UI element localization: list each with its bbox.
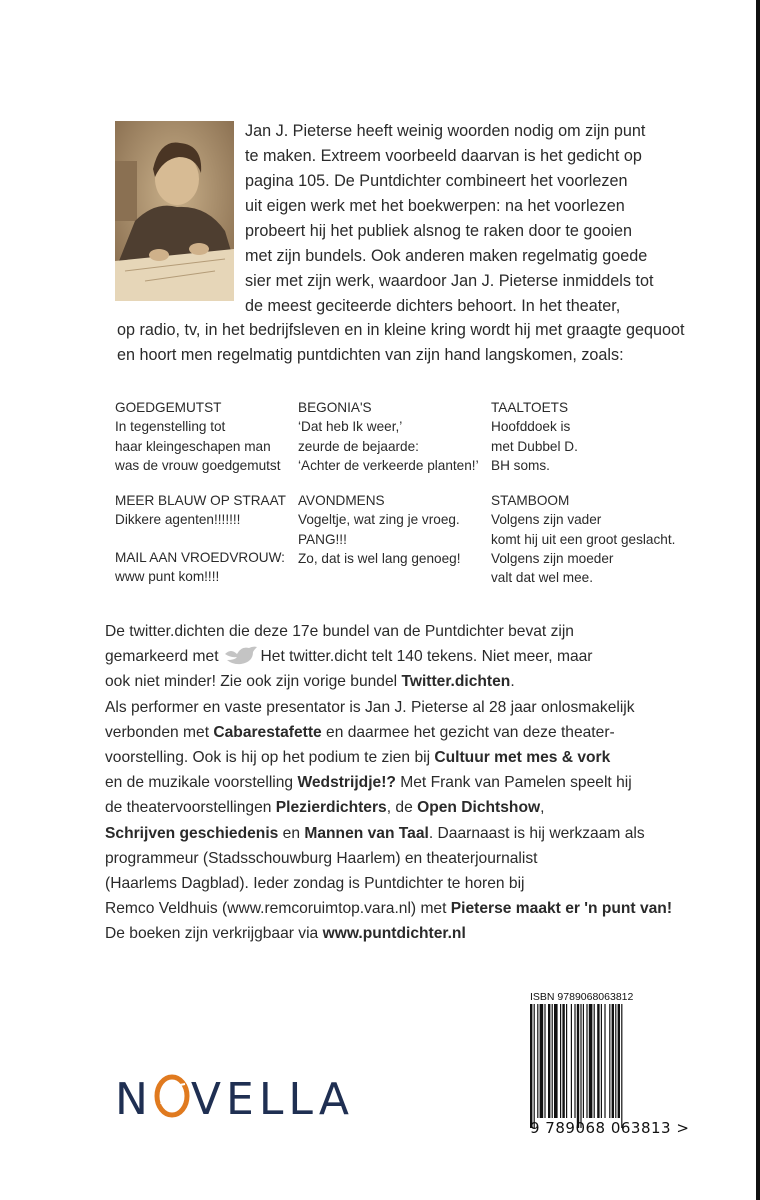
logo-o-icon [153, 1074, 191, 1129]
bio-line [105, 896, 695, 921]
intro-line: met zijn bundels. Ook anderen maken regelmatig goede [245, 247, 648, 265]
bio-text-span: en daarmee het gezicht van deze theater- [321, 723, 615, 741]
bio-line [105, 720, 695, 745]
barcode-bar [594, 1004, 595, 1118]
bio-line [105, 669, 695, 694]
poem-line: www punt kom!!!! [115, 569, 220, 585]
intro-line: pagina 105. De Puntdichter combineert het voorlezen [245, 172, 628, 190]
twitter-bird-icon [223, 644, 259, 666]
bio-text-span: en [278, 824, 305, 842]
poem-title: STAMBOOM [491, 493, 570, 508]
bio-text-span: gemarkeerd met [105, 648, 219, 666]
bio-title-bold: Open Dichtshow [417, 799, 541, 817]
poem-title: GOEDGEMUTST [115, 400, 222, 415]
poem-title: TAALTOETS [491, 400, 569, 415]
bio-title-bold: Pieterse maakt er 'n punt van! [450, 900, 673, 918]
bio-text-span: ook niet minder! Zie ook zijn vorige bundel [105, 673, 402, 691]
isbn-label: ISBN 9789068063812 [530, 991, 634, 1003]
poem-line: was de vrouw goedgemutst [115, 457, 281, 473]
barcode-bar [562, 1004, 564, 1118]
intro-line: Jan J. Pieterse heeft weinig woorden nodig om zijn punt [245, 122, 646, 140]
bio-line [105, 795, 695, 820]
bio-line [105, 695, 695, 720]
poem-goedgemutst [115, 398, 280, 475]
poem-line: BH soms. [491, 457, 550, 473]
intro-line: te maken. Extreem voorbeeld daarvan is het gedicht op [245, 147, 642, 165]
poem-avondmens [298, 491, 460, 568]
bio-title-bold: Wedstrijdje!? [297, 774, 396, 792]
poem-line: valt dat wel mee. [491, 570, 593, 586]
intro-line: de meest geciteerde dichters behoort. In het theater, [245, 297, 621, 315]
publisher-logo [115, 1074, 354, 1126]
barcode-bar [589, 1004, 593, 1118]
bio-text-span: Remco Veldhuis (www.remcoruimtop.vara.nl) met [105, 900, 451, 918]
bio-text-span: De twitter.dichten die deze 17e bundel van de Puntdichter bevat zijn [105, 623, 574, 640]
barcode-bar [540, 1004, 544, 1118]
bio-text-span: , de [386, 799, 418, 817]
barcode-bar [574, 1004, 575, 1118]
isbn-barcode [530, 991, 690, 1141]
bio-text-span: Het twitter.dicht telt 140 tekens. Niet meer, maar [260, 648, 593, 666]
bio-text-span: De boeken zijn verkrijgbaar via [105, 925, 323, 943]
bio-text-span: de theatervoorstellingen [105, 799, 276, 817]
spine-edge [756, 0, 760, 1200]
poem-title: MEER BLAUW OP STRAAT [115, 493, 286, 508]
intro-line: uit eigen werk met het boekwerpen: na het voorlezen [245, 197, 625, 215]
isbn-digits: 9 789068 063813 > [530, 1119, 690, 1137]
barcode-bar [604, 1004, 605, 1118]
poem-line: Zo, dat is wel lang genoeg! [298, 550, 461, 566]
poem-mail-vroedvrouw [115, 548, 285, 587]
bio-title-bold: Cultuur met mes & vork [434, 748, 611, 766]
barcode-bar [566, 1004, 567, 1118]
poem-title: BEGONIA'S [298, 400, 372, 415]
poem-line: Hoofddoek is [491, 419, 571, 435]
poem-line: Vogeltje, wat zing je vroeg. [298, 512, 460, 528]
bio-text-span: . Daarnaast is hij werkzaam als [428, 824, 645, 842]
poem-line: Volgens zijn moeder [491, 550, 614, 566]
bio-line [105, 846, 695, 871]
bio-text-span: voorstelling. Ook is hij op het podium te zien bij [105, 748, 435, 766]
poem-line: met Dubbel D. [491, 438, 578, 454]
barcode-bar [554, 1004, 558, 1118]
bio-line [105, 619, 695, 644]
barcode-bar [552, 1004, 553, 1118]
intro-line: op radio, tv, in het bedrijfsleven en in kleine kring wordt hij met graagte gequoot [117, 321, 685, 339]
logo-text-post: VELLA [190, 1074, 354, 1125]
bio-text-span: verbonden met [105, 723, 214, 741]
poem-stamboom [491, 491, 675, 587]
bio-line [105, 871, 695, 896]
barcode-bar [621, 1004, 622, 1128]
bio-text-span: , [540, 799, 545, 817]
bio-text-span: Als performer en vaste presentator is Jan J. Pieterse al 28 jaar onlosmakelijk [105, 698, 635, 716]
author-photo [115, 121, 234, 301]
poem-line: zeurde de bejaarde: [298, 438, 419, 454]
poem-title: MAIL AAN VROEDVROUW: [115, 550, 285, 565]
poem-line: In tegenstelling tot [115, 419, 226, 435]
bio-title-bold: Cabarestafette [213, 723, 322, 741]
poem-line: PANG!!! [298, 531, 347, 547]
bio-line [105, 921, 695, 946]
bio-line [105, 821, 695, 846]
barcode-bars [530, 1004, 660, 1128]
bio-text [105, 619, 695, 946]
poem-line: ‘Dat heb Ik weer,’ [298, 419, 403, 435]
poem-begonias [298, 398, 479, 475]
poem-line: Volgens zijn vader [491, 512, 602, 528]
barcode-bar [615, 1004, 616, 1118]
barcode-bar [612, 1004, 614, 1118]
poem-taaltoets [491, 398, 578, 475]
bio-text-span: en de muzikale voorstelling [105, 774, 298, 792]
poem-line: haar kleingeschapen man [115, 438, 271, 454]
bio-text-span: Met Frank van Pamelen speelt hij [395, 774, 632, 792]
barcode-bar [577, 1004, 579, 1128]
barcode-bar [530, 1004, 532, 1128]
poem-line: komt hij uit een groot geslacht. [491, 531, 676, 547]
website-link[interactable]: www.puntdichter.nl [322, 925, 466, 943]
bio-text-span: . [510, 673, 515, 691]
poem-line: ‘Achter de verkeerde planten!’ [298, 457, 479, 473]
bio-text-span: (Haarlems Dagblad). Ieder zondag is Puntdichter te horen bij [105, 874, 525, 892]
intro-line: probeert hij het publiek alsnog te raken door te gooien [245, 222, 632, 240]
barcode-bar [618, 1004, 620, 1118]
logo-text-pre: N [115, 1074, 153, 1125]
barcode-bar [597, 1004, 599, 1118]
barcode-bar [534, 1004, 535, 1128]
poem-meer-blauw [115, 491, 286, 530]
barcode-bar [601, 1004, 602, 1118]
barcode-bar [609, 1004, 610, 1118]
poem-line: Dikkere agenten!!!!!!! [115, 512, 241, 528]
bio-line [105, 644, 695, 669]
intro-line: en hoort men regelmatig puntdichten van zijn hand langskomen, zoals: [117, 346, 624, 364]
barcode-bar [571, 1004, 572, 1118]
barcode-bar [583, 1004, 584, 1118]
barcode-bar [580, 1004, 581, 1128]
barcode-bar [544, 1004, 545, 1118]
barcode-bar [560, 1004, 561, 1118]
barcode-bar [586, 1004, 587, 1118]
bio-line [105, 770, 695, 795]
barcode-bar [537, 1004, 538, 1118]
poem-title: AVONDMENS [298, 493, 385, 508]
bio-title-bold: Twitter.dichten [401, 673, 511, 691]
bio-title-bold: Schrijven geschiedenis [105, 824, 279, 842]
bio-text-span: programmeur (Stadsschouwburg Haarlem) en theaterjournalist [105, 849, 538, 867]
bio-title-bold: Mannen van Taal [304, 824, 429, 842]
intro-line: sier met zijn werk, waardoor Jan J. Pieterse inmiddels tot [245, 272, 654, 290]
barcode-bar [548, 1004, 550, 1118]
bio-line [105, 745, 695, 770]
bio-title-bold: Plezierdichters [275, 799, 387, 817]
